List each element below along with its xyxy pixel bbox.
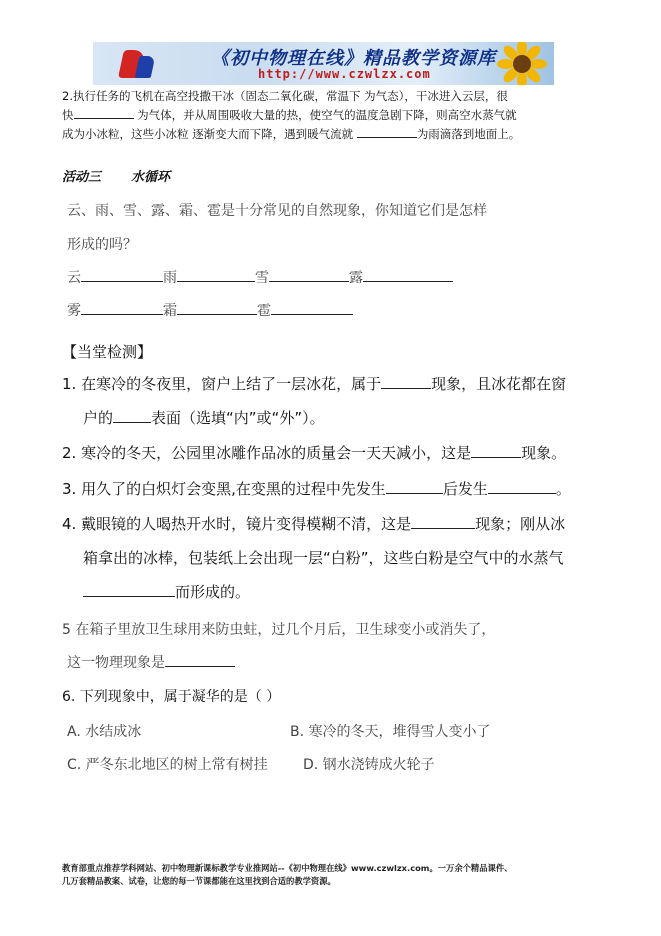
blank-fog[interactable] <box>81 300 163 315</box>
q3-text-a: 3. 用久了的白炽灯会变黑,在变黑的过程中先发生 <box>62 480 386 498</box>
q2-line3 <box>62 125 520 144</box>
q2-line2-rest: 为气体，并从周围吸收大量的热，使空气的温度急剧下降，则高空水蒸气就 <box>133 108 517 122</box>
q2-blank-2[interactable] <box>357 126 417 139</box>
footer-line-1: 教育部重点推荐学科网站、初中物理新课标教学专业推网站--《初中物理在线》www.czwlzx.com。一万余个精品课件、 <box>62 863 513 873</box>
q1-text-a: 1. 在寒冷的冬夜里，窗户上结了一层冰花，属于 <box>62 375 382 393</box>
check-q6: 6. 下列现象中，属于凝华的是（ ） <box>62 689 281 705</box>
q2-line2-start: 快 <box>62 108 74 122</box>
check-q4-line2: 箱拿出的冰棒，包装纸上会出现一层“白粉”，这些白粉是空气中的水蒸气 <box>83 549 564 567</box>
q1-text-b: 现象，且冰花都在窗 <box>431 375 567 393</box>
blank-dew[interactable] <box>363 267 453 282</box>
blank-cloud[interactable] <box>81 267 163 282</box>
label-fog: 雾 <box>67 303 81 319</box>
q5-text: 这一物理现象是 <box>67 655 165 671</box>
page-footer <box>62 862 512 888</box>
weather-row-2 <box>67 300 353 320</box>
check-q4-line3 <box>83 581 250 602</box>
site-title: 《初中物理在线》精品教学资源库 <box>211 48 496 69</box>
option-b[interactable]: B. 寒冷的冬天，堆得雪人变小了 <box>290 724 491 740</box>
label-hail: 雹 <box>257 303 271 319</box>
option-d[interactable]: D. 钢水浇铸成火轮子 <box>303 757 435 773</box>
blank-rain[interactable] <box>177 267 255 282</box>
option-a[interactable]: A. 水结成冰 <box>67 724 142 740</box>
check-q1-line2 <box>83 407 325 428</box>
activity3-label: 活动三 <box>62 170 102 185</box>
check-q3 <box>62 478 571 499</box>
q3-blank-2[interactable] <box>488 478 556 494</box>
label-frost: 霜 <box>163 303 177 319</box>
q4-text-b: 现象；刚从冰 <box>475 515 566 533</box>
q2-line3-rest: 为雨滴落到地面上。 <box>416 127 521 141</box>
q4-text-a: 4. 戴眼镜的人喝热开水时，镜片变得模糊不清，这是 <box>62 515 412 533</box>
check-q1-line1 <box>62 373 566 394</box>
q3-blank-1[interactable] <box>386 478 443 494</box>
q2-blank-1[interactable] <box>74 107 134 120</box>
activity3-title: 水循环 <box>131 170 171 185</box>
q4-text-d: 而形成的。 <box>175 583 251 601</box>
q1-text-d: 表面（选填“内”或“外”）。 <box>151 409 325 427</box>
activity3-intro-1: 云、雨、雪、露、霜、雹是十分常见的自然现象，你知道它们是怎样 <box>67 203 487 219</box>
site-url[interactable]: http://www.czwlzx.com <box>258 67 431 81</box>
q2-line1: 2.执行任务的飞机在高空投撒干冰（固态二氧化碳，常温下 为气态），干冰进入云层，很 <box>62 89 508 103</box>
label-rain: 雨 <box>163 270 177 286</box>
check-q5-line2 <box>67 652 235 672</box>
q2-line3-start: 成为小冰粒，这些小冰粒 逐渐变大而下降，遇到暖气流就 <box>62 127 357 141</box>
check-q4-line1 <box>62 513 565 534</box>
q1-text-c: 户的 <box>83 409 114 427</box>
q5-blank[interactable] <box>165 652 235 667</box>
check-heading: 【当堂检测】 <box>62 343 153 361</box>
check-q2 <box>62 442 566 463</box>
q3-text-b: 后发生 <box>442 480 488 498</box>
blank-snow[interactable] <box>269 267 349 282</box>
q1-blank-1[interactable] <box>381 373 431 389</box>
blank-hail[interactable] <box>271 300 353 315</box>
q4-blank-2[interactable] <box>83 581 175 597</box>
sunflower-icon <box>496 42 548 85</box>
weather-row-1 <box>67 267 453 287</box>
footer-line-2: 几万套精品教案、试卷，让您的每一节课都能在这里找到合适的教学资源。 <box>62 876 336 886</box>
check-q5-line1: 5 在箱子里放卫生球用来防虫蛀，过几个月后，卫生球变小或消失了， <box>62 622 496 638</box>
q4-blank-1[interactable] <box>411 513 475 529</box>
option-c[interactable]: C. 严冬东北地区的树上常有树挂 <box>67 757 268 773</box>
q2c-text-a: 2. 寒冷的冬天，公园里冰雕作品冰的质量会一天天减小，这是 <box>62 444 472 462</box>
q2c-blank[interactable] <box>471 442 521 458</box>
q1-blank-2[interactable] <box>113 407 151 423</box>
activity3-intro-2: 形成的吗？ <box>67 237 137 253</box>
q2-line2 <box>62 106 517 125</box>
label-snow: 雪 <box>255 270 269 286</box>
q3-text-c: 。 <box>555 480 571 498</box>
label-dew: 露 <box>349 270 363 286</box>
activity3-heading <box>62 166 170 185</box>
header-banner <box>93 42 554 85</box>
q2c-text-b: 现象。 <box>521 444 567 462</box>
blank-frost[interactable] <box>177 300 257 315</box>
label-cloud: 云 <box>67 270 81 286</box>
logo-mark-blue <box>135 56 156 78</box>
